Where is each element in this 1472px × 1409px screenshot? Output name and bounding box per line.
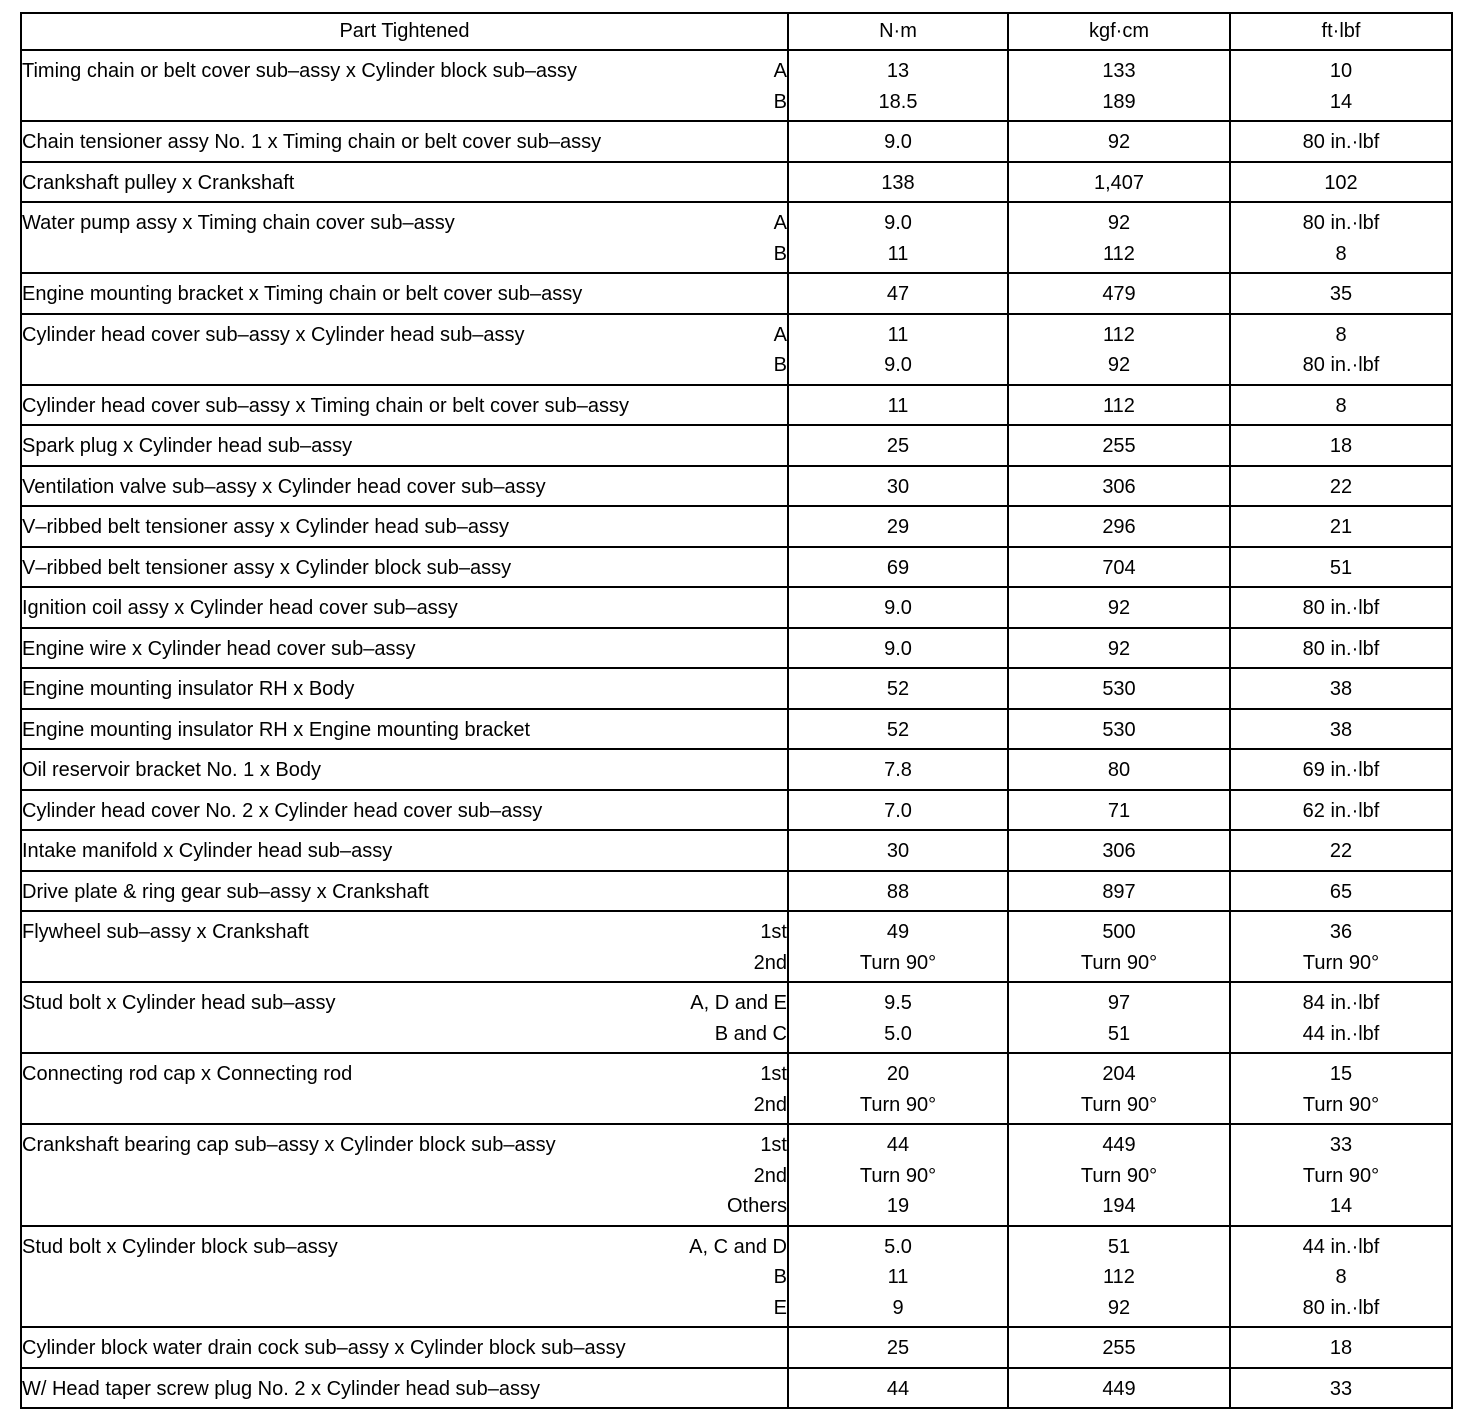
part-name: Crankshaft bearing cap sub–assy x Cylinder block sub–assy: [22, 1134, 556, 1156]
part-name: Drive plate & ring gear sub–assy x Crankshaft: [22, 880, 429, 903]
ft-lbf-value: 80 in.·lbf: [1302, 597, 1380, 619]
nm-value-cell: [788, 506, 1008, 547]
kgf-cm-value: 92: [1107, 1296, 1131, 1319]
part-tightened-cell: [21, 871, 788, 912]
kgf-cm-value-cell: [1008, 982, 1230, 1053]
nm-value-cell: [788, 1124, 1008, 1226]
part-name: Spark plug x Cylinder head sub–assy: [22, 435, 353, 457]
part-name: Oil reservoir bracket No. 1 x Body: [22, 759, 321, 781]
part-sub-label: 1st: [760, 1063, 787, 1085]
part-sub-label: 2nd: [753, 951, 787, 974]
header-nm: N·m: [788, 13, 1008, 50]
kgf-cm-value: Turn 90°: [1080, 951, 1158, 974]
part-sub-label: 2nd: [753, 1093, 787, 1116]
ft-lbf-value: 15: [1329, 1063, 1353, 1085]
nm-value: 18.5: [878, 90, 918, 113]
kgf-cm-value: 112: [1103, 394, 1135, 417]
nm-value: 69: [886, 556, 910, 579]
kgf-cm-value: 255: [1102, 1337, 1136, 1359]
ft-lbf-value-cell: [1230, 749, 1452, 790]
part-name: Ignition coil assy x Cylinder head cover sub–assy: [22, 597, 458, 619]
ft-lbf-value: 80 in.·lbf: [1302, 212, 1380, 234]
part-sub-labels: [774, 320, 787, 381]
part-tightened-cell: [21, 982, 788, 1053]
part-sub-labels: [774, 56, 787, 117]
part-sub-label: A: [773, 60, 787, 82]
nm-value: 9.0: [884, 212, 912, 234]
part-tightened-cell: [21, 749, 788, 790]
kgf-cm-value: 530: [1102, 718, 1136, 741]
table-row: [21, 273, 1452, 314]
nm-value-cell: [788, 749, 1008, 790]
kgf-cm-value: 449: [1102, 1377, 1136, 1400]
nm-value-cell: [788, 871, 1008, 912]
part-name: Timing chain or belt cover sub–assy x Cylinder block sub–assy: [22, 60, 578, 82]
ft-lbf-value: 22: [1329, 840, 1353, 862]
nm-value: 11: [887, 394, 909, 417]
part-name: Chain tensioner assy No. 1 x Timing chain or belt cover sub–assy: [22, 131, 602, 153]
kgf-cm-value: 500: [1102, 921, 1136, 943]
part-sub-labels: [754, 1059, 787, 1120]
nm-value-cell: [788, 425, 1008, 466]
ft-lbf-value-cell: [1230, 162, 1452, 203]
part-sub-label: A, D and E: [690, 992, 787, 1014]
table-row: [21, 202, 1452, 273]
kgf-cm-value: 112: [1103, 1266, 1135, 1288]
ft-lbf-value: 38: [1329, 718, 1353, 741]
nm-value: 11: [887, 1266, 909, 1288]
part-name: Cylinder head cover No. 2 x Cylinder head cover sub–assy: [22, 799, 543, 822]
nm-value: 19: [886, 1195, 910, 1217]
part-tightened-cell: [21, 506, 788, 547]
kgf-cm-value: 530: [1102, 678, 1136, 700]
part-sub-label: 2nd: [753, 1164, 787, 1187]
nm-value-cell: [788, 162, 1008, 203]
ft-lbf-value-cell: [1230, 871, 1452, 912]
nm-value: 11: [887, 323, 909, 346]
nm-value-cell: [788, 50, 1008, 121]
kgf-cm-value-cell: [1008, 547, 1230, 588]
kgf-cm-value: 92: [1107, 131, 1131, 153]
part-name: Connecting rod cap x Connecting rod: [22, 1063, 353, 1085]
ft-lbf-value: 33: [1329, 1134, 1353, 1156]
kgf-cm-value: 306: [1102, 840, 1136, 862]
part-name: Engine mounting insulator RH x Engine mounting bracket: [22, 718, 531, 741]
part-sub-label: A, C and D: [689, 1235, 787, 1258]
kgf-cm-value-cell: [1008, 628, 1230, 669]
nm-value-cell: [788, 314, 1008, 385]
kgf-cm-value-cell: [1008, 121, 1230, 162]
kgf-cm-value-cell: [1008, 425, 1230, 466]
ft-lbf-value: 44 in.·lbf: [1302, 1022, 1380, 1045]
kgf-cm-value: 204: [1102, 1063, 1136, 1085]
part-tightened-cell: [21, 314, 788, 385]
header-part-tightened: Part Tightened: [21, 13, 788, 50]
ft-lbf-value: 80 in.·lbf: [1302, 637, 1380, 660]
part-name: Engine mounting bracket x Timing chain or belt cover sub–assy: [22, 283, 583, 305]
table-row: [21, 425, 1452, 466]
kgf-cm-value: Turn 90°: [1080, 1093, 1158, 1116]
part-name: Engine wire x Cylinder head cover sub–assy: [22, 637, 416, 660]
kgf-cm-value-cell: [1008, 162, 1230, 203]
ft-lbf-value: 80 in.·lbf: [1302, 354, 1380, 376]
ft-lbf-value: 8: [1335, 1266, 1347, 1288]
ft-lbf-value: 69 in.·lbf: [1302, 759, 1380, 781]
nm-value-cell: [788, 385, 1008, 426]
nm-value: Turn 90°: [859, 951, 937, 974]
kgf-cm-value: 133: [1102, 60, 1136, 82]
nm-value-cell: [788, 790, 1008, 831]
part-sub-label: 1st: [760, 1134, 787, 1156]
nm-value-cell: [788, 1053, 1008, 1124]
ft-lbf-value: 102: [1324, 171, 1358, 194]
table-row: [21, 314, 1452, 385]
nm-value: 30: [886, 475, 910, 498]
part-name: Ventilation valve sub–assy x Cylinder head cover sub–assy: [22, 475, 546, 498]
nm-value: 29: [886, 516, 910, 538]
kgf-cm-value: 51: [1107, 1235, 1131, 1258]
ft-lbf-value-cell: [1230, 1226, 1452, 1328]
ft-lbf-value-cell: [1230, 830, 1452, 871]
part-tightened-cell: [21, 668, 788, 709]
ft-lbf-value-cell: [1230, 121, 1452, 162]
part-tightened-cell: [21, 385, 788, 426]
part-name: V–ribbed belt tensioner assy x Cylinder head sub–assy: [22, 516, 509, 538]
part-tightened-cell: [21, 162, 788, 203]
kgf-cm-value-cell: [1008, 668, 1230, 709]
kgf-cm-value-cell: [1008, 1124, 1230, 1226]
kgf-cm-value-cell: [1008, 830, 1230, 871]
ft-lbf-value: 8: [1335, 242, 1347, 265]
ft-lbf-value-cell: [1230, 1053, 1452, 1124]
nm-value: 9.5: [884, 992, 912, 1014]
ft-lbf-value: 62 in.·lbf: [1302, 799, 1380, 822]
nm-value-cell: [788, 830, 1008, 871]
nm-value-cell: [788, 911, 1008, 982]
nm-value: 25: [886, 435, 910, 457]
ft-lbf-value: 14: [1329, 90, 1353, 113]
part-tightened-cell: [21, 790, 788, 831]
torque-specification-table: [20, 12, 1453, 1409]
ft-lbf-value: 21: [1329, 516, 1353, 538]
table-row: [21, 1226, 1452, 1328]
nm-value-cell: [788, 121, 1008, 162]
nm-value-cell: [788, 628, 1008, 669]
nm-value-cell: [788, 547, 1008, 588]
kgf-cm-value-cell: [1008, 50, 1230, 121]
part-sub-labels: [774, 208, 787, 269]
part-sub-label: B: [773, 90, 787, 113]
ft-lbf-value: 8: [1335, 323, 1347, 346]
kgf-cm-value: 80: [1107, 759, 1131, 781]
kgf-cm-value: 112: [1103, 323, 1135, 346]
nm-value-cell: [788, 668, 1008, 709]
nm-value: 49: [886, 921, 910, 943]
ft-lbf-value: 44 in.·lbf: [1302, 1235, 1380, 1258]
part-sub-label: A: [773, 323, 787, 346]
ft-lbf-value-cell: [1230, 790, 1452, 831]
part-sub-label: B: [773, 354, 787, 376]
ft-lbf-value-cell: [1230, 506, 1452, 547]
ft-lbf-value: 33: [1329, 1377, 1353, 1400]
ft-lbf-value-cell: [1230, 425, 1452, 466]
kgf-cm-value-cell: [1008, 273, 1230, 314]
nm-value-cell: [788, 202, 1008, 273]
table-row: [21, 121, 1452, 162]
ft-lbf-value: Turn 90°: [1302, 951, 1380, 974]
part-tightened-cell: [21, 466, 788, 507]
ft-lbf-value-cell: [1230, 587, 1452, 628]
part-tightened-cell: [21, 628, 788, 669]
nm-value: 88: [886, 880, 910, 903]
ft-lbf-value: 8: [1335, 394, 1347, 417]
kgf-cm-value: 92: [1107, 354, 1131, 376]
nm-value: 5.0: [884, 1235, 912, 1258]
kgf-cm-value-cell: [1008, 587, 1230, 628]
kgf-cm-value: 479: [1102, 283, 1136, 305]
kgf-cm-value: 194: [1102, 1195, 1136, 1217]
ft-lbf-value-cell: [1230, 385, 1452, 426]
part-name: Water pump assy x Timing chain cover sub–assy: [22, 212, 455, 234]
ft-lbf-value-cell: [1230, 982, 1452, 1053]
ft-lbf-value: 18: [1329, 435, 1353, 457]
part-sub-labels: [754, 917, 787, 978]
kgf-cm-value: Turn 90°: [1080, 1164, 1158, 1187]
ft-lbf-value: 10: [1329, 60, 1353, 82]
nm-value: 11: [887, 242, 909, 265]
part-name: Crankshaft pulley x Crankshaft: [22, 171, 295, 194]
kgf-cm-value: 189: [1102, 90, 1136, 113]
part-name: W/ Head taper screw plug No. 2 x Cylinder head sub–assy: [22, 1377, 541, 1400]
kgf-cm-value: 296: [1102, 516, 1136, 538]
ft-lbf-value-cell: [1230, 314, 1452, 385]
table-row: [21, 1368, 1452, 1409]
part-tightened-cell: [21, 709, 788, 750]
kgf-cm-value: 449: [1102, 1134, 1136, 1156]
nm-value-cell: [788, 587, 1008, 628]
part-tightened-cell: [21, 425, 788, 466]
part-tightened-cell: [21, 587, 788, 628]
ft-lbf-value-cell: [1230, 709, 1452, 750]
ft-lbf-value: 38: [1329, 678, 1353, 700]
part-sub-label: E: [773, 1296, 787, 1319]
kgf-cm-value: 1,407: [1093, 171, 1145, 194]
header-ft-lbf: ft·lbf: [1230, 13, 1452, 50]
ft-lbf-value: 22: [1329, 475, 1353, 498]
ft-lbf-value-cell: [1230, 202, 1452, 273]
ft-lbf-value: 14: [1329, 1195, 1353, 1217]
kgf-cm-value: 92: [1107, 637, 1131, 660]
table-row: [21, 628, 1452, 669]
kgf-cm-value: 897: [1102, 880, 1136, 903]
nm-value: 44: [886, 1134, 910, 1156]
kgf-cm-value: 97: [1107, 992, 1131, 1014]
part-name: Stud bolt x Cylinder head sub–assy: [22, 992, 336, 1014]
part-tightened-cell: [21, 202, 788, 273]
table-row: [21, 1053, 1452, 1124]
nm-value-cell: [788, 466, 1008, 507]
table-row: [21, 668, 1452, 709]
kgf-cm-value-cell: [1008, 202, 1230, 273]
part-tightened-cell: [21, 121, 788, 162]
nm-value: 30: [886, 840, 910, 862]
table-row: [21, 709, 1452, 750]
nm-value: Turn 90°: [859, 1093, 937, 1116]
kgf-cm-value-cell: [1008, 911, 1230, 982]
part-sub-labels: [689, 1232, 787, 1324]
nm-value: 20: [886, 1063, 910, 1085]
nm-value: 44: [886, 1377, 910, 1400]
nm-value: 9.0: [884, 131, 912, 153]
nm-value: 138: [881, 171, 915, 194]
table-row: [21, 911, 1452, 982]
nm-value: 9: [892, 1296, 904, 1319]
ft-lbf-value: 51: [1329, 556, 1353, 579]
part-sub-label: A: [773, 212, 787, 234]
nm-value-cell: [788, 1368, 1008, 1409]
kgf-cm-value: 255: [1102, 435, 1136, 457]
nm-value: 9.0: [884, 354, 912, 376]
table-row: [21, 830, 1452, 871]
kgf-cm-value: 112: [1103, 242, 1135, 265]
nm-value: Turn 90°: [859, 1164, 937, 1187]
kgf-cm-value-cell: [1008, 1368, 1230, 1409]
part-sub-label: Others: [726, 1195, 787, 1217]
ft-lbf-value-cell: [1230, 911, 1452, 982]
table-row: [21, 162, 1452, 203]
ft-lbf-value: Turn 90°: [1302, 1093, 1380, 1116]
nm-value: 9.0: [884, 597, 912, 619]
nm-value: 52: [886, 678, 910, 700]
ft-lbf-value-cell: [1230, 273, 1452, 314]
ft-lbf-value-cell: [1230, 50, 1452, 121]
kgf-cm-value-cell: [1008, 506, 1230, 547]
kgf-cm-value-cell: [1008, 314, 1230, 385]
table-row: [21, 466, 1452, 507]
nm-value-cell: [788, 982, 1008, 1053]
kgf-cm-value-cell: [1008, 871, 1230, 912]
kgf-cm-value: 71: [1107, 799, 1131, 822]
nm-value-cell: [788, 1226, 1008, 1328]
table-row: [21, 587, 1452, 628]
table-row: [21, 982, 1452, 1053]
ft-lbf-value-cell: [1230, 466, 1452, 507]
part-tightened-cell: [21, 830, 788, 871]
kgf-cm-value-cell: [1008, 466, 1230, 507]
nm-value-cell: [788, 709, 1008, 750]
kgf-cm-value-cell: [1008, 749, 1230, 790]
nm-value: 5.0: [884, 1022, 912, 1045]
part-tightened-cell: [21, 1368, 788, 1409]
ft-lbf-value: 80 in.·lbf: [1302, 1296, 1380, 1319]
kgf-cm-value-cell: [1008, 1327, 1230, 1368]
kgf-cm-value-cell: [1008, 385, 1230, 426]
nm-value: 13: [886, 60, 910, 82]
table-row: [21, 1327, 1452, 1368]
kgf-cm-value-cell: [1008, 790, 1230, 831]
ft-lbf-value: 18: [1329, 1337, 1353, 1359]
part-tightened-cell: [21, 1327, 788, 1368]
ft-lbf-value-cell: [1230, 1124, 1452, 1226]
table-header-row: [21, 13, 1452, 50]
part-name: Engine mounting insulator RH x Body: [22, 678, 355, 700]
ft-lbf-value-cell: [1230, 628, 1452, 669]
table-row: [21, 385, 1452, 426]
part-sub-label: 1st: [760, 921, 787, 943]
kgf-cm-value: 704: [1102, 556, 1136, 579]
ft-lbf-value-cell: [1230, 547, 1452, 588]
kgf-cm-value-cell: [1008, 1053, 1230, 1124]
part-tightened-cell: [21, 1124, 788, 1226]
ft-lbf-value: 80 in.·lbf: [1302, 131, 1380, 153]
table-row: [21, 547, 1452, 588]
header-kgf-cm: kgf·cm: [1008, 13, 1230, 50]
ft-lbf-value: 35: [1329, 283, 1353, 305]
kgf-cm-value: 92: [1107, 212, 1131, 234]
table-row: [21, 871, 1452, 912]
table-row: [21, 50, 1452, 121]
part-name: Stud bolt x Cylinder block sub–assy: [22, 1235, 338, 1258]
nm-value: 25: [886, 1337, 910, 1359]
part-name: Intake manifold x Cylinder head sub–assy: [22, 840, 393, 862]
part-name: Cylinder head cover sub–assy x Timing chain or belt cover sub–assy: [22, 394, 629, 417]
part-tightened-cell: [21, 1226, 788, 1328]
table-body: [21, 50, 1452, 1408]
nm-value: 52: [886, 718, 910, 741]
part-name: V–ribbed belt tensioner assy x Cylinder block sub–assy: [22, 556, 512, 579]
part-name: Cylinder block water drain cock sub–assy x Cylinder block sub–assy: [22, 1337, 626, 1359]
part-tightened-cell: [21, 1053, 788, 1124]
part-sub-label: B: [773, 1266, 787, 1288]
nm-value-cell: [788, 1327, 1008, 1368]
table-row: [21, 749, 1452, 790]
part-tightened-cell: [21, 911, 788, 982]
part-name: Cylinder head cover sub–assy x Cylinder head sub–assy: [22, 323, 525, 346]
table-row: [21, 506, 1452, 547]
kgf-cm-value-cell: [1008, 709, 1230, 750]
kgf-cm-value: 51: [1107, 1022, 1131, 1045]
part-tightened-cell: [21, 547, 788, 588]
part-tightened-cell: [21, 50, 788, 121]
kgf-cm-value: 92: [1107, 597, 1131, 619]
nm-value: 47: [886, 283, 910, 305]
part-sub-labels: [727, 1130, 787, 1222]
part-name: Flywheel sub–assy x Crankshaft: [22, 921, 309, 943]
table-row: [21, 1124, 1452, 1226]
table-row: [21, 790, 1452, 831]
nm-value-cell: [788, 273, 1008, 314]
part-sub-label: B: [773, 242, 787, 265]
ft-lbf-value: 36: [1329, 921, 1353, 943]
kgf-cm-value-cell: [1008, 1226, 1230, 1328]
part-sub-label: B and C: [714, 1022, 787, 1045]
ft-lbf-value: 84 in.·lbf: [1302, 992, 1380, 1014]
ft-lbf-value-cell: [1230, 1368, 1452, 1409]
nm-value: 7.0: [884, 799, 912, 822]
kgf-cm-value: 306: [1102, 475, 1136, 498]
ft-lbf-value: 65: [1329, 880, 1353, 903]
part-sub-labels: [690, 988, 787, 1049]
nm-value: 9.0: [884, 637, 912, 660]
part-tightened-cell: [21, 273, 788, 314]
nm-value: 7.8: [884, 759, 912, 781]
ft-lbf-value-cell: [1230, 668, 1452, 709]
ft-lbf-value-cell: [1230, 1327, 1452, 1368]
ft-lbf-value: Turn 90°: [1302, 1164, 1380, 1187]
